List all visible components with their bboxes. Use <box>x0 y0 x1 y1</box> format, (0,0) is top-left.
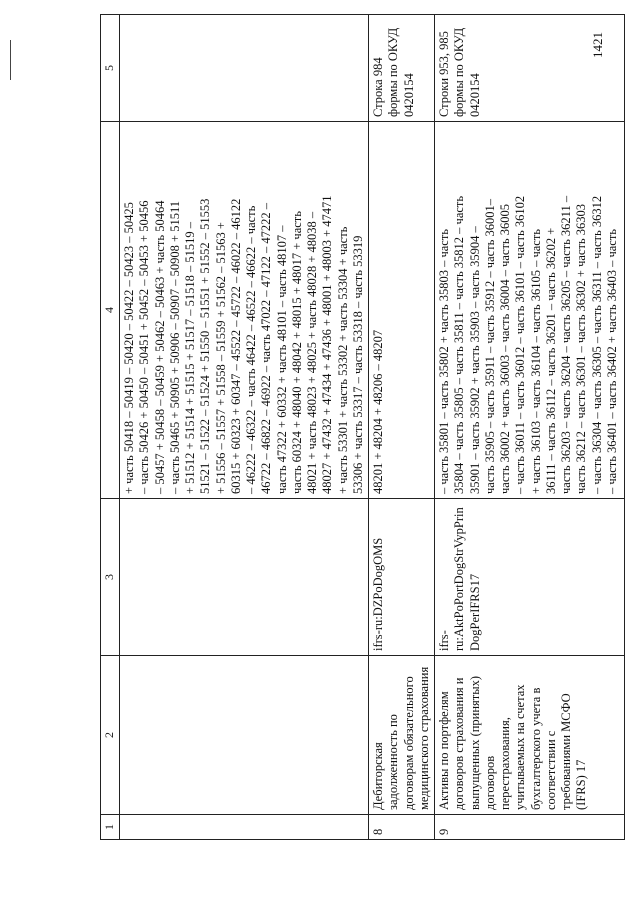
indicator-name: Активы по портфелям договоров страхования и выпущенных (принятых) договоров перестрахования, учитываемых на счетах бухгалтерского учета в соответствии с требованиями МСФО (IFRS) 17 <box>435 656 625 815</box>
xbrl-code: ifrs-ru:AktPoPortDogStrVypPrinDogPerIFRS17 <box>435 499 625 656</box>
margin-mark <box>10 40 11 80</box>
header-col-4: 4 <box>101 122 120 499</box>
header-col-2: 2 <box>101 656 120 815</box>
reporting-table <box>100 14 625 840</box>
header-col-5: 5 <box>101 15 120 122</box>
row-number: 9 <box>435 815 625 840</box>
source-reference: Строки 953, 985 формы по ОКУД 0420154 <box>435 15 625 122</box>
table-row <box>120 15 369 840</box>
header-col-1: 1 <box>101 815 120 840</box>
xbrl-code: ifrs-ru:DZPoDogOMS <box>369 499 435 656</box>
table-row <box>435 15 625 840</box>
table-row <box>369 15 435 840</box>
table-header-row <box>101 15 120 840</box>
xbrl-code <box>120 499 369 656</box>
header-col-3: 3 <box>101 499 120 656</box>
account-formula: + часть 50418 – 50419 – 50420 – 50422 – 50423 – 50425 – часть 50426 + 50450 – 50451 + 50452 – 50453 + 50456 – 50457 + 50458 – 50459 + 50462 – 50463 + часть 50464 – часть 50465 + 50905 + 50906 – 50907 – 50908 + 51511 + 51512 + 51514 + 51515 + 51517 – 51518 – 51519 – 51521 – 51522 – 51524 + 51550 – 51551 + 51552 – 51553 + 51556 – 51557 + 51558 – 51559 + 51562 – 51563 + 60315 + 60323 + 60347 – 45522 – 45722 – 46022 – 46122 – 46222 – 46322 – часть 46422 – 46522 – 46622 – часть 46722 – 46822 – 46922 – часть 47022 – 47122 – 47222 – часть 47322 + 60332 + часть 48101 – часть 48107 – часть 60324 + 48040 + 48042 + 48015 + 48017 + часть 48021 + часть 48023 + 48025 + часть 48028 + 48038 – 48027 + 47432 + 47434 + 47436 + 48001 + 48003 + 47471 + часть 53301 + часть 53302 + часть 53304 + часть 53306 + часть 53317 – часть 53318 – часть 53319 <box>120 122 369 499</box>
row-number <box>120 815 369 840</box>
indicator-name: Дебиторская задолженность по договорам обязательного медицинского страхования <box>369 656 435 815</box>
source-reference <box>120 15 369 122</box>
page-number: 1421 <box>590 32 605 58</box>
account-formula: 48201 + 48204 + 48206 – 48207 <box>369 122 435 499</box>
row-number: 8 <box>369 815 435 840</box>
source-reference: Строка 984 формы по ОКУД 0420154 <box>369 15 435 122</box>
indicator-name <box>120 656 369 815</box>
account-formula: – часть 35801 – часть 35802 + часть 35803 – часть 35804 – часть 35805 – часть 35811 – часть 35812 – часть 35901 – часть 35902 + часть 35903 – часть 35904 – часть 35905 – часть 35911 – часть 35912 – часть 36001– часть 36002 + часть 36003 – часть 36004 – часть 36005 – часть 36011 – часть 36012 – часть 36101 – часть 36102 + часть 36103 – часть 36104 – часть 36105 – часть 36111 – часть 36112 – часть 36201 – часть 36202 + часть 36203 – часть 36204 – часть 36205 – часть 36211 – часть 36212 – часть 36301 – часть 36302 + часть 36303 – часть 36304 – часть 36305 – часть 36311 – часть 36312 – часть 36401 – часть 36402 + часть 36403 – часть <box>435 122 625 499</box>
